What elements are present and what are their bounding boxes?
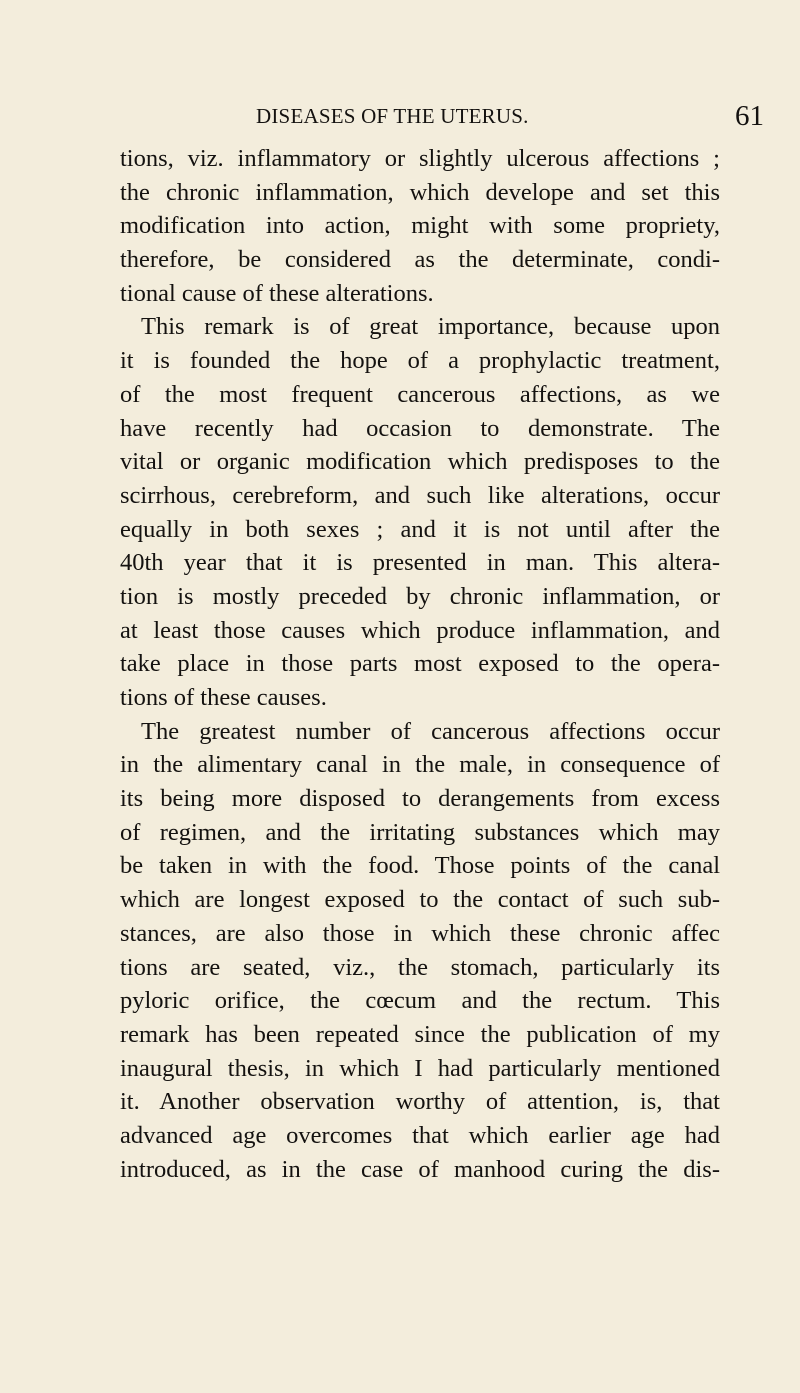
running-head: DISEASES OF THE UTERUS. xyxy=(256,104,529,128)
paragraph-start-line: The greatest number of cancerous affections occur xyxy=(141,717,720,745)
text-line: tions of these causes. xyxy=(120,684,327,711)
text-line: take place in those parts most exposed to the opera- xyxy=(120,650,720,678)
text-line: introduced, as in the case of manhood curing the dis- xyxy=(120,1155,720,1183)
text-line: in the alimentary canal in the male, in consequence of xyxy=(120,751,720,779)
text-line: inaugural thesis, in which I had particularly mentioned xyxy=(120,1054,720,1082)
text-line: at least those causes which produce inflammation, and xyxy=(120,616,720,644)
text-line: 40th year that it is presented in man. This altera- xyxy=(120,549,720,577)
text-line: therefore, be considered as the determinate, condi- xyxy=(120,246,720,274)
paragraph-start-line: This remark is of great importance, because upon xyxy=(141,313,720,341)
text-line: it. Another observation worthy of attention, is, that xyxy=(120,1088,720,1116)
text-line: be taken in with the food. Those points of the canal xyxy=(120,852,720,880)
text-line: tions, viz. inflammatory or slightly ulcerous affections ; xyxy=(120,145,720,172)
text-line: remark has been repeated since the publication of my xyxy=(120,1020,720,1048)
text-line: its being more disposed to derangements from excess xyxy=(120,785,720,813)
text-line: modification into action, might with some propriety, xyxy=(120,212,720,240)
page-number: 61 xyxy=(735,100,764,132)
text-line: which are longest exposed to the contact of such sub- xyxy=(120,886,720,914)
text-line: of regimen, and the irritating substances which may xyxy=(120,818,720,846)
text-line: it is founded the hope of a prophylactic treatment, xyxy=(120,347,720,375)
text-line: tions are seated, viz., the stomach, particularly its xyxy=(120,953,720,981)
text-line: equally in both sexes ; and it is not until after the xyxy=(120,515,720,543)
text-line: of the most frequent cancerous affections, as we xyxy=(120,380,720,408)
text-line: advanced age overcomes that which earlier age had xyxy=(120,1121,720,1149)
text-line: tional cause of these alterations. xyxy=(120,279,434,307)
text-line: pyloric orifice, the cœcum and the rectum. This xyxy=(120,987,720,1015)
text-line: stances, are also those in which these chronic affec xyxy=(120,919,720,947)
text-line: the chronic inflammation, which develope and set this xyxy=(120,178,720,206)
text-line: scirrhous, cerebreform, and such like alterations, occur xyxy=(120,481,720,509)
text-line: vital or organic modification which predisposes to the xyxy=(120,448,720,476)
text-line: tion is mostly preceded by chronic inflammation, or xyxy=(120,582,720,610)
text-line: have recently had occasion to demonstrate. The xyxy=(120,414,720,442)
body-text xyxy=(120,142,720,1186)
